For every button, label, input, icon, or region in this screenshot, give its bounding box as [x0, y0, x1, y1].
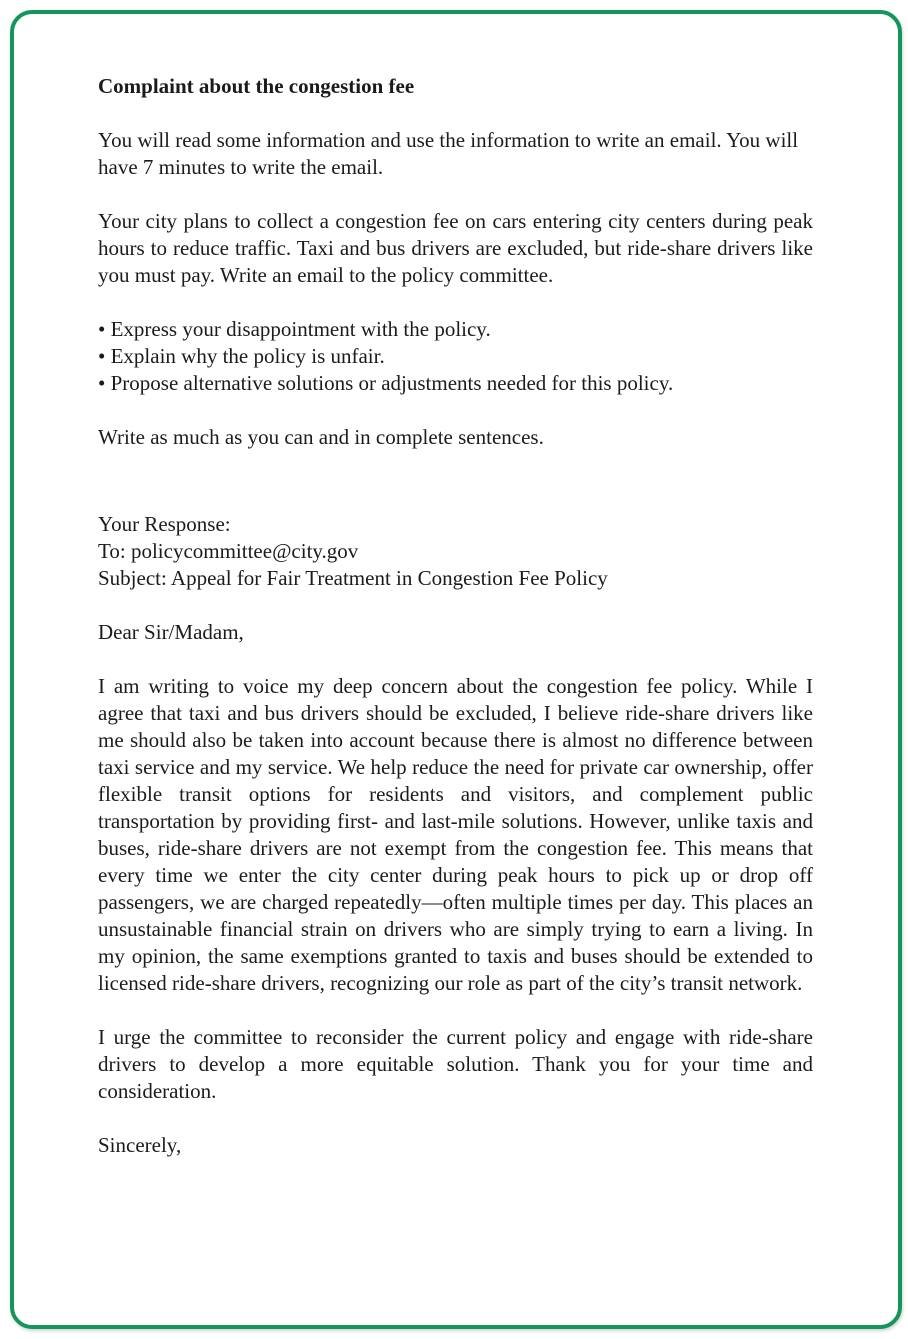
email-body-paragraph: I am writing to voice my deep concern about the congestion fee policy. While I agree that taxi and bus drivers should be excluded, I believe ride-share drivers like me should also be taken into account because there is almost no difference between taxi service and my service. We help reduce the need for private car ownership, offer flexible transit options for residents and visitors, and complement public transportation by providing first- and last-mile solutions. However, unlike taxis and buses, ride-share drivers are not exempt from the congestion fee. This means that every time we enter the city center during peak hours to pick up or drop off passengers, we are charged repeatedly—often multiple times per day. This places an unsustainable financial strain on drivers who are simply trying to earn a living. In my opinion, the same exemptions granted to taxis and buses should be extended to licensed ride-share drivers, recognizing our role as part of the city’s transit network.: [98, 674, 813, 995]
bullet-icon: •: [98, 344, 106, 368]
response-label: Your Response:: [98, 512, 231, 536]
bullet-item: [98, 343, 813, 370]
intro-paragraph: You will read some information and use the information to write an email. You will have 7 minutes to write the email.: [98, 128, 799, 179]
salutation: Dear Sir/Madam,: [98, 620, 244, 644]
signoff: Sincerely,: [98, 1133, 182, 1157]
bullet-item: [98, 370, 813, 397]
bullet-item-text: Propose alternative solutions or adjustments needed for this policy.: [110, 371, 674, 395]
task-title: Complaint about the congestion fee: [98, 74, 415, 98]
email-closing-paragraph: I urge the committee to reconsider the current policy and engage with ride-share drivers to develop a more equitable solution. Thank you for your time and consideration.: [98, 1025, 813, 1103]
instruction-paragraph: Write as much as you can and in complete sentences.: [98, 425, 544, 449]
scenario-paragraph: Your city plans to collect a congestion fee on cars entering city centers during peak hours to reduce traffic. Taxi and bus drivers are excluded, but ride-share drivers like you must pay. Write an email to the policy committee.: [98, 209, 813, 287]
bullet-item-text: Explain why the policy is unfair.: [110, 344, 385, 368]
bullet-icon: •: [98, 371, 106, 395]
to-line: [98, 538, 813, 565]
bullet-icon: •: [98, 317, 106, 341]
response-header: [98, 511, 813, 592]
task-card-content: [14, 14, 898, 1199]
subject-value: Appeal for Fair Treatment in Congestion Fee Policy: [170, 566, 608, 590]
bullet-item-text: Express your disappointment with the policy.: [110, 317, 491, 341]
subject-line: [98, 565, 813, 592]
subject-label: Subject:: [98, 566, 167, 590]
task-card: [10, 10, 902, 1329]
bullet-item: [98, 316, 813, 343]
to-label: To:: [98, 539, 126, 563]
to-value: policycommittee@city.gov: [130, 539, 359, 563]
bullet-list: [98, 316, 813, 397]
